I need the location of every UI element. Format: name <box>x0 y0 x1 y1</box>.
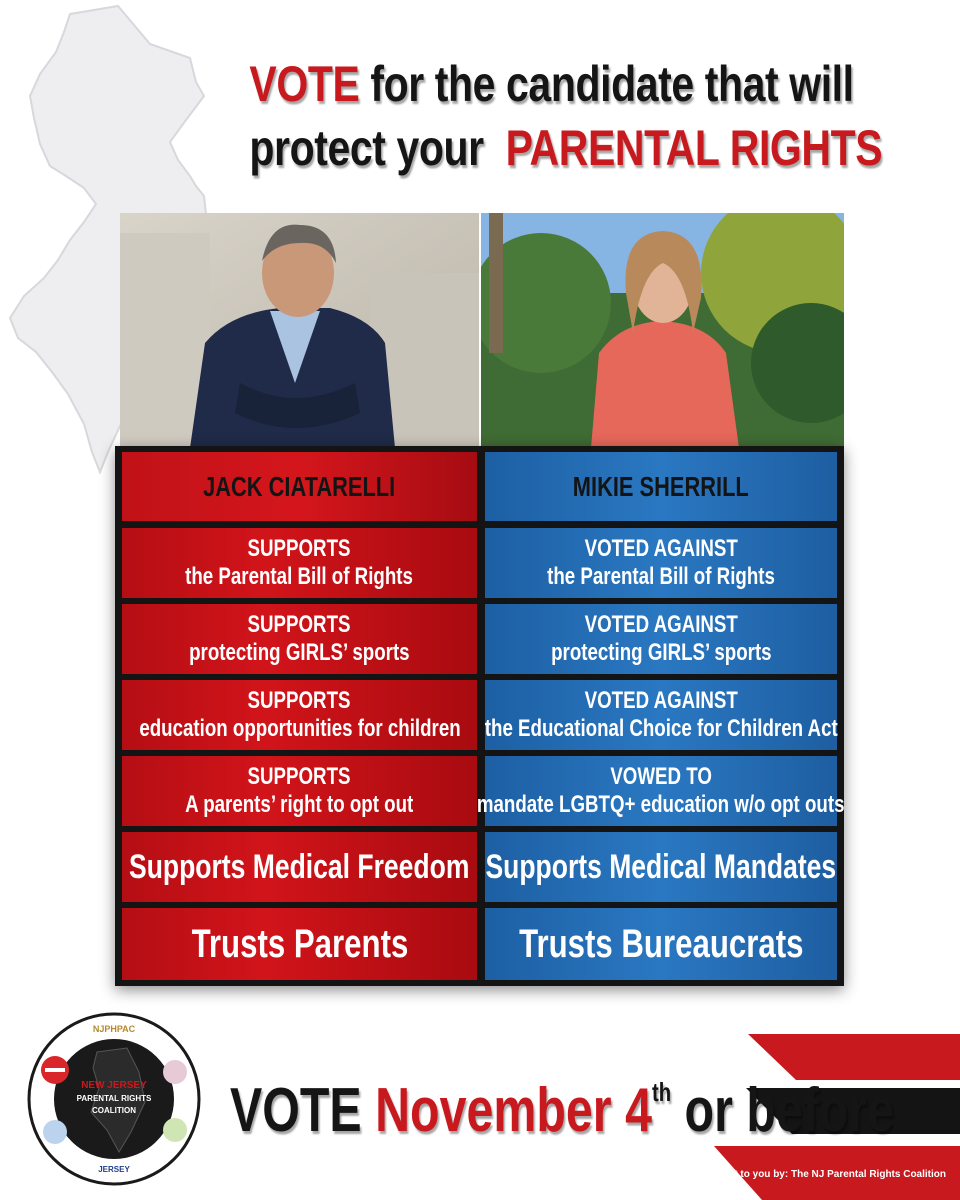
badge-line-3: COALITION <box>92 1106 136 1115</box>
right-row-1: VOTED AGAINST the Parental Bill of Rights <box>485 528 837 598</box>
left-row-1: SUPPORTS the Parental Bill of Rights <box>122 528 477 598</box>
badge-line-1: NEW JERSEY <box>81 1080 147 1091</box>
column-ciatarelli <box>119 446 480 986</box>
candidate-photo-right <box>481 213 844 448</box>
headline-line2: protect your <box>249 120 484 176</box>
coalition-logo-icon <box>27 1012 201 1186</box>
left-row-3: SUPPORTS education opportunities for children <box>122 680 477 750</box>
badge-top-text: NJPHPAC <box>92 1024 136 1034</box>
vote-date-line <box>230 1052 895 1151</box>
right-row-5: Supports Medical Mandates <box>485 832 837 902</box>
right-row-6: Trusts Bureaucrats <box>485 908 837 980</box>
left-row-2: SUPPORTS protecting GIRLS’ sports <box>122 604 477 674</box>
headline-line1: for the candidate that will <box>370 56 854 112</box>
headline-vote: VOTE <box>249 56 360 112</box>
right-row-4: VOWED TO mandate LGBTQ+ education w/o opt outs <box>485 756 837 826</box>
candidate-name-left: JACK CIATARELLI <box>122 452 477 521</box>
left-row-6: Trusts Parents <box>122 908 477 980</box>
candidate-name-right: MIKIE SHERRILL <box>485 452 837 521</box>
right-row-2: VOTED AGAINST protecting GIRLS’ sports <box>485 604 837 674</box>
badge-line-2: PARENTAL RIGHTS <box>76 1094 152 1103</box>
column-sherrill <box>477 446 845 986</box>
left-row-4: SUPPORTS A parents’ right to opt out <box>122 756 477 826</box>
headline-parental-rights: PARENTAL RIGHTS <box>505 120 883 176</box>
vote-prefix: VOTE <box>230 1076 362 1145</box>
badge-bottom-text: JERSEY <box>98 1165 130 1174</box>
comparison-table <box>115 446 844 986</box>
headline <box>249 52 883 180</box>
left-row-5: Supports Medical Freedom <box>122 832 477 902</box>
footer-credit: Brought to you by: The NJ Parental Rights Coalition <box>698 1169 946 1180</box>
candidate-photo-left <box>120 213 479 448</box>
vote-date-suffix: th <box>651 1077 672 1107</box>
right-row-3: VOTED AGAINST the Educational Choice for Children Act <box>485 680 837 750</box>
vote-date: November 4 <box>375 1076 652 1145</box>
vote-suffix: or before <box>684 1076 895 1145</box>
